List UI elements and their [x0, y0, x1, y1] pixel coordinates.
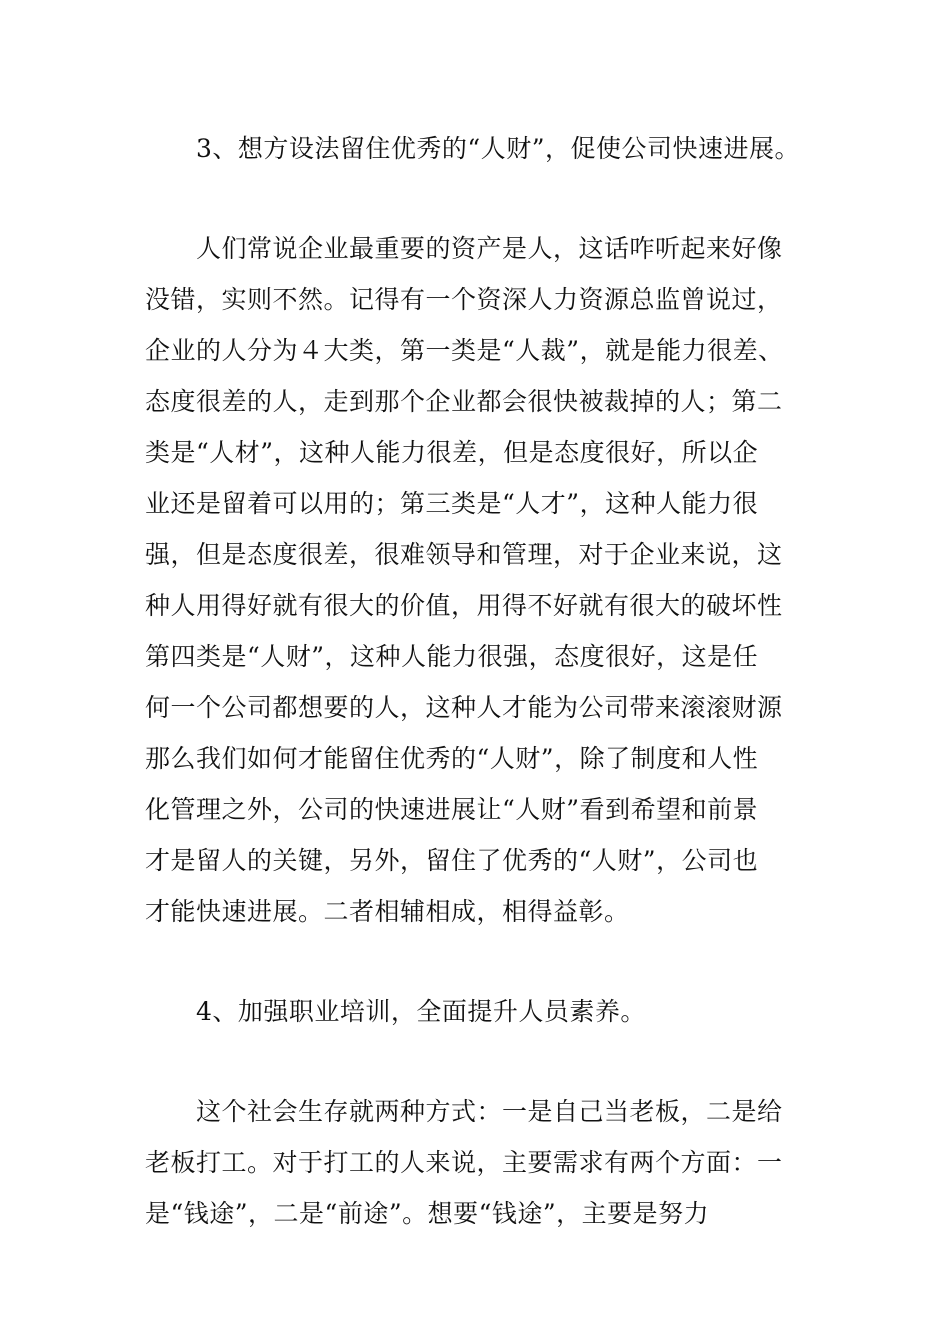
paragraph-line: 种人用得好就有很大的价值，用得不好就有很大的破坏性: [145, 591, 783, 620]
paragraph-line: 是“钱途”，二是“前途”。想要“钱途”，主要是努力: [145, 1199, 710, 1228]
section-heading-4: 4、加强职业培训，全面提升人员素养。: [196, 997, 646, 1026]
paragraph-line: 企业的人分为４大类，第一类是“人裁”，就是能力很差、: [145, 336, 784, 365]
paragraph-line: 第四类是“人财”，这种人能力很强，态度很好，这是任: [145, 642, 759, 671]
paragraph-line: 强，但是态度很差，很难领导和管理，对于企业来说，这: [145, 540, 783, 569]
paragraph-line: 老板打工。对于打工的人来说，主要需求有两个方面：一: [145, 1148, 783, 1177]
paragraph-line: 何一个公司都想要的人，这种人才能为公司带来滚滚财源: [145, 693, 783, 722]
paragraph-line: 才是留人的关键，另外，留住了优秀的“人财”，公司也: [145, 846, 759, 875]
paragraph-line: 没错，实则不然。记得有一个资深人力资源总监曾说过，: [145, 285, 783, 314]
section-heading-3: 3、想方设法留住优秀的“人财”，促使公司快速进展。: [196, 134, 800, 163]
paragraph-line: 那么我们如何才能留住优秀的“人财”，除了制度和人性: [145, 744, 759, 773]
paragraph-line: 这个社会生存就两种方式：一是自己当老板，二是给: [196, 1097, 783, 1126]
paragraph-line: 类是“人材”，这种人能力很差，但是态度很好，所以企: [145, 438, 759, 467]
paragraph-line: 才能快速进展。二者相辅相成，相得益彰。: [145, 897, 630, 926]
paragraph-line: 人们常说企业最重要的资产是人，这话咋听起来好像: [196, 234, 783, 263]
paragraph-line: 化管理之外，公司的快速进展让“人财”看到希望和前景: [145, 795, 759, 824]
paragraph-line: 业还是留着可以用的；第三类是“人才”，这种人能力很: [145, 489, 759, 518]
paragraph-line: 态度很差的人，走到那个企业都会很快被裁掉的人；第二: [145, 387, 783, 416]
